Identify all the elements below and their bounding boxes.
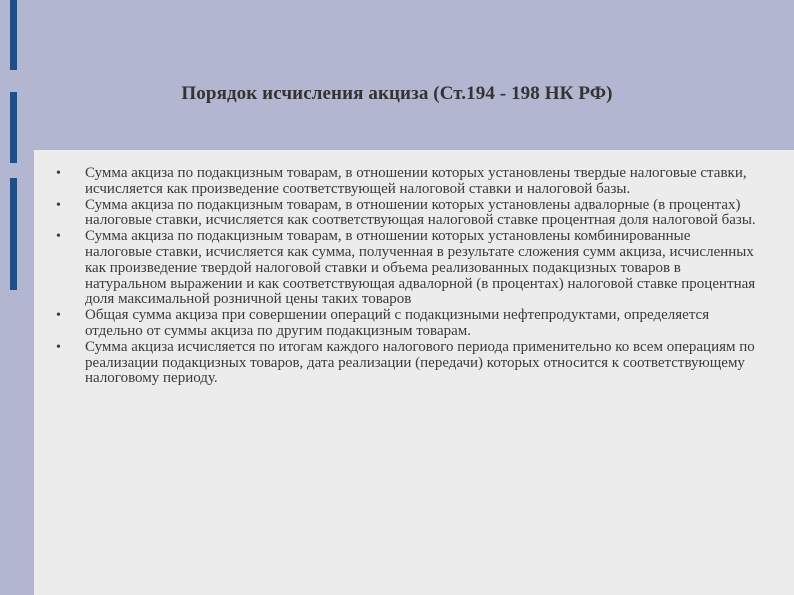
bullet-icon: • (56, 229, 61, 245)
bullet-icon: • (56, 308, 61, 324)
slide-title: Порядок исчисления акциза (Ст.194 - 198 НК РФ) (181, 83, 613, 104)
bullet-item-5 (56, 340, 756, 387)
bullet-item-4 (56, 308, 756, 340)
bullet-text: Сумма акциза исчисляется по итогам каждого налогового периода применительно ко всем операциям по реализации подакцизных товаров, дата реализации (передачи) которых относится к соответствующему налоговому периоду. (85, 338, 755, 387)
bullet-icon: • (56, 166, 61, 181)
bullet-icon: • (56, 339, 61, 355)
accent-bar-bottom (10, 178, 17, 290)
accent-bar-top (10, 0, 17, 70)
bullet-list (56, 166, 756, 387)
bullet-text: Общая сумма акциза при совершении операций с подакцизными нефтепродуктами, определяется отдельно от суммы акциза по другим подакцизным товарам. (85, 307, 710, 339)
bullet-item-1 (56, 166, 756, 198)
bullet-text: Сумма акциза по подакцизным товарам, в отношении которых установлены комбинированные налоговые ставки, исчисляется как сумма, полученная в результате сложения сумм акциза, исчисленных как произведение твердой налоговой ставки и объема реализованных подакцизных товаров в натуральном выражении и как соответствующая адвалорной (в процентах) налоговой ставке процентная доля максимальной розничной цены таких товаров (85, 228, 756, 308)
bullet-text: Сумма акциза по подакцизным товарам, в отношении которых установлены твердые налоговые ставки, исчисляется как произведение соответствующей налоговой ставки и налоговой базы. (85, 165, 747, 197)
bullet-text: Сумма акциза по подакцизным товарам, в отношении которых установлены адвалорные (в процентах) налоговые ставки, исчисляется как соответствующая налоговой ставке процентная доля налоговой базы. (85, 196, 756, 229)
bullet-item-2 (56, 198, 756, 230)
bullet-item-3 (56, 229, 756, 308)
bullet-icon: • (56, 197, 61, 213)
